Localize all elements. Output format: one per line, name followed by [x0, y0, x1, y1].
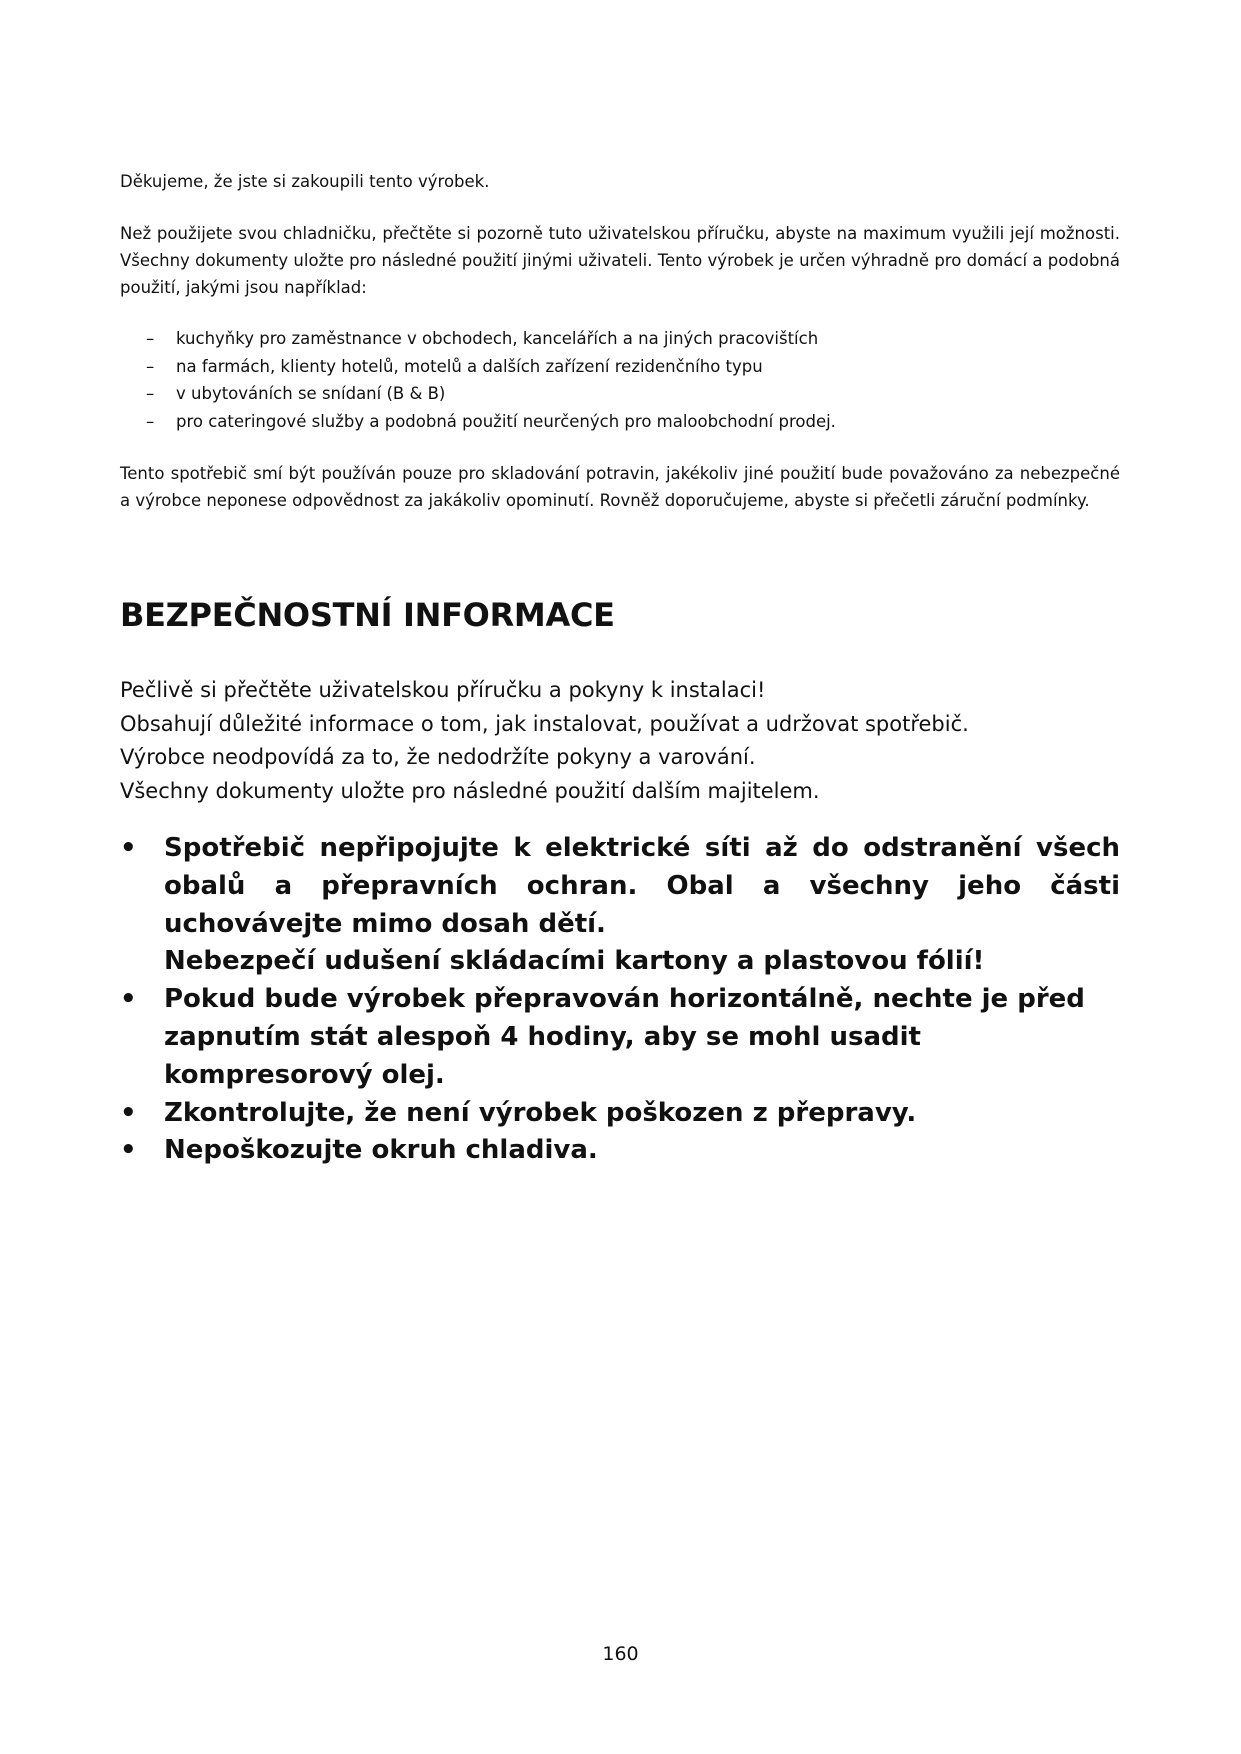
safety-bullet-list: [120, 830, 1120, 1170]
safety-bullet-item: [120, 1132, 1120, 1170]
safety-line: Všechny dokumenty uložte pro následné použití dalším majitelem.: [120, 778, 820, 803]
thanks-sentence: Děkujeme, že jste si zakoupili tento výrobek.: [120, 172, 490, 191]
safety-bullet-text: Zkontrolujte, že není výrobek poškozen z přepravy.: [164, 1097, 917, 1128]
bullet-marker: •: [120, 984, 137, 1015]
bullet-marker: •: [120, 833, 137, 863]
list-item-text: pro cateringové služby a podobná použití neurčených pro maloobchodní prodej.: [176, 411, 836, 431]
list-item-text: na farmách, klienty hotelů, motelů a dalších zařízení rezidenčního typu: [176, 356, 763, 376]
safety-intro-lines: [120, 674, 1120, 808]
suffocation-warning: Nebezpečí udušení skládacími kartony a plastovou fólií!: [164, 946, 985, 977]
list-item: [146, 380, 1096, 408]
intro-paragraph: Než použijete svou chladničku, přečtěte si pozorně tuto uživatelskou příručku, abyste na maximum využili její možnosti. Všechny dokumenty uložte pro následné použití jinými uživateli. Tento výrobek je určen výhradně pro domácí a podobná použití, jakými jsou například:: [120, 224, 1120, 297]
safety-bullet-text: Nepoškozujte okruh chladiva.: [164, 1135, 598, 1166]
dash-marker: –: [146, 356, 155, 376]
page-number: 160: [602, 1643, 639, 1665]
safety-line: Pečlivě si přečtěte uživatelskou příručku a pokyny k instalaci!: [120, 678, 766, 702]
bullet-marker: •: [120, 1135, 137, 1166]
safety-bullet-text: Spotřebič nepřipojujte k elektrické síti až do odstranění všech obalů a přepravních ochran. Obal a všechny jeho části uchovávejte mimo dosah dětí.: [164, 833, 1120, 939]
dash-marker: –: [146, 329, 155, 348]
dash-marker: –: [146, 384, 155, 404]
safety-line: Obsahují důležité informace o tom, jak instalovat, používat a udržovat spotřebič.: [120, 711, 969, 736]
intended-uses-list: [146, 325, 1096, 435]
bullet-marker: •: [120, 1097, 137, 1128]
dash-marker: –: [146, 411, 155, 431]
safety-bullet-item: [120, 981, 1120, 1094]
list-item: [146, 325, 1096, 353]
list-item: [146, 408, 1096, 436]
safety-heading: BEZPEČNOSTNÍ INFORMACE: [120, 596, 615, 634]
safety-bullet-item: [120, 1095, 1120, 1133]
list-item-text: kuchyňky pro zaměstnance v obchodech, kancelářích a na jiných pracovištích: [176, 329, 819, 348]
safety-line: Výrobce neodpovídá za to, že nedodržíte pokyny a varování.: [120, 745, 756, 769]
list-item: [146, 353, 1096, 381]
safety-bullet-item: [120, 830, 1120, 981]
usage-warning-paragraph: Tento spotřebič smí být používán pouze pro skladování potravin, jakékoliv jiné použití bude považováno za nebezpečné a výrobce neponese odpovědnost za jakákoliv opominutí. Rovněž doporučujeme, abyste si přečetli záruční podmínky.: [120, 464, 1120, 510]
safety-bullet-text: Pokud bude výrobek přepravován horizontálně, nechte je před zapnutím stát alespoň 4 hodiny, aby se mohl usadit kompresorový olej.: [164, 984, 1085, 1090]
list-item-text: v ubytováních se snídaní (B & B): [176, 384, 446, 404]
